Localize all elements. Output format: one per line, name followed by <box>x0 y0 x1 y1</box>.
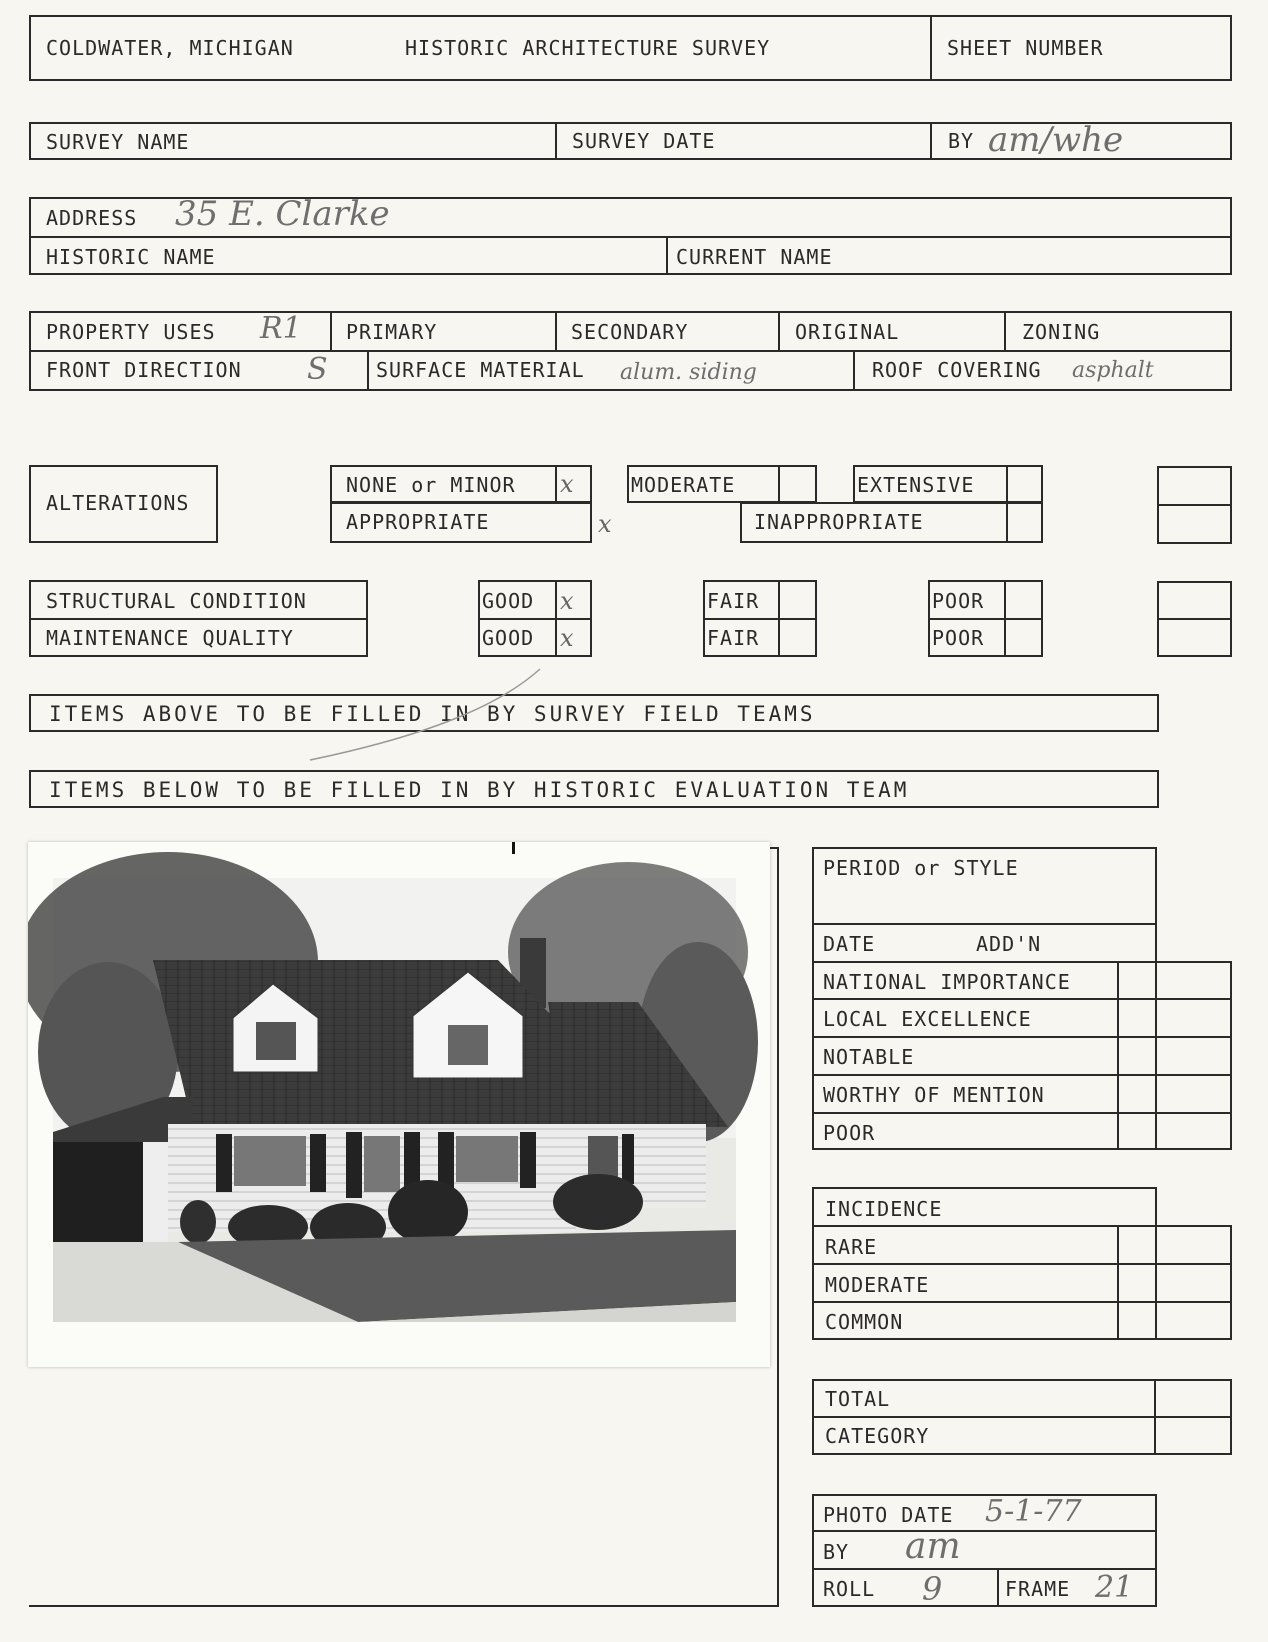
sheet-number-label: SHEET NUMBER <box>947 36 1104 60</box>
incidence-moderate-label: MODERATE <box>825 1273 930 1297</box>
photo-tick-mark <box>512 842 515 854</box>
surface-material-value: alum. siding <box>620 360 757 385</box>
photo-date-value: 5-1-77 <box>985 1494 1082 1529</box>
date-label: DATE <box>823 932 876 956</box>
common-label: COMMON <box>825 1310 904 1334</box>
photo-print <box>28 842 770 1367</box>
front-direction-value: S <box>307 352 328 387</box>
period-style-label: PERIOD or STYLE <box>823 856 1019 880</box>
address-label: ADDRESS <box>46 206 138 230</box>
structural-good-checkmark: x <box>560 587 574 615</box>
front-direction-label: FRONT DIRECTION <box>46 358 242 382</box>
appropriate-checkmark: x <box>598 510 612 538</box>
form-title: HISTORIC ARCHITECTURE SURVEY <box>405 36 771 60</box>
addn-label: ADD'N <box>976 932 1042 956</box>
photo-by-label: BY <box>823 1540 850 1564</box>
survey-name-label: SURVEY NAME <box>46 130 190 154</box>
frame-value: 21 <box>1095 1570 1134 1605</box>
maintenance-good-checkmark: x <box>560 624 574 652</box>
none-minor-checkmark: x <box>560 470 574 498</box>
photo-date-label: PHOTO DATE <box>823 1503 954 1527</box>
maintenance-poor-label: POOR <box>932 626 985 650</box>
none-minor-label: NONE or MINOR <box>346 473 516 497</box>
city-label: COLDWATER, MICHIGAN <box>46 36 294 60</box>
rare-label: RARE <box>825 1235 878 1259</box>
evaluation-team-note: ITEMS BELOW TO BE FILLED IN BY HISTORIC EVALUATION TEAM <box>49 778 910 802</box>
alterations-label: ALTERATIONS <box>46 491 190 515</box>
zoning-label: ZONING <box>1022 320 1101 344</box>
historic-name-label: HISTORIC NAME <box>46 245 216 269</box>
structural-condition-label: STRUCTURAL CONDITION <box>46 589 307 613</box>
national-importance-label: NATIONAL IMPORTANCE <box>823 970 1071 994</box>
house-photo <box>28 842 770 1367</box>
maintenance-quality-label: MAINTENANCE QUALITY <box>46 626 294 650</box>
survey-date-label: SURVEY DATE <box>572 129 716 153</box>
property-uses-label: PROPERTY USES <box>46 320 216 344</box>
roll-label: ROLL <box>823 1577 876 1601</box>
total-label: TOTAL <box>825 1387 891 1411</box>
structural-poor-label: POOR <box>932 589 985 613</box>
secondary-label: SECONDARY <box>571 320 689 344</box>
survey-by-label: BY <box>948 129 975 153</box>
frame-label: FRAME <box>1005 1577 1071 1601</box>
roll-value: 9 <box>922 1570 943 1608</box>
pencil-stroke <box>270 665 570 765</box>
category-label: CATEGORY <box>825 1424 930 1448</box>
survey-by-value: am/whe <box>988 120 1124 160</box>
original-label: ORIGINAL <box>795 320 900 344</box>
worthy-of-mention-label: WORTHY OF MENTION <box>823 1083 1045 1107</box>
primary-label: PRIMARY <box>346 320 438 344</box>
roof-covering-label: ROOF COVERING <box>872 358 1042 382</box>
address-value: 35 E. Clarke <box>175 194 390 234</box>
moderate-label: MODERATE <box>631 473 736 497</box>
structural-good-label: GOOD <box>482 589 535 613</box>
extensive-label: EXTENSIVE <box>857 473 975 497</box>
current-name-label: CURRENT NAME <box>676 245 833 269</box>
inappropriate-label: INAPPROPRIATE <box>754 510 924 534</box>
appropriate-label: APPROPRIATE <box>346 510 490 534</box>
surface-material-label: SURFACE MATERIAL <box>376 358 585 382</box>
notable-label: NOTABLE <box>823 1045 915 1069</box>
structural-fair-label: FAIR <box>707 589 760 613</box>
field-teams-note: ITEMS ABOVE TO BE FILLED IN BY SURVEY FIELD TEAMS <box>49 702 816 726</box>
incidence-label: INCIDENCE <box>825 1197 943 1221</box>
local-excellence-label: LOCAL EXCELLENCE <box>823 1007 1032 1031</box>
maintenance-good-label: GOOD <box>482 626 535 650</box>
maintenance-fair-label: FAIR <box>707 626 760 650</box>
evaluation-poor-label: POOR <box>823 1121 876 1145</box>
roof-covering-value: asphalt <box>1072 358 1154 383</box>
property-uses-value: R1 <box>260 311 302 346</box>
photo-by-value: am <box>905 1526 961 1567</box>
